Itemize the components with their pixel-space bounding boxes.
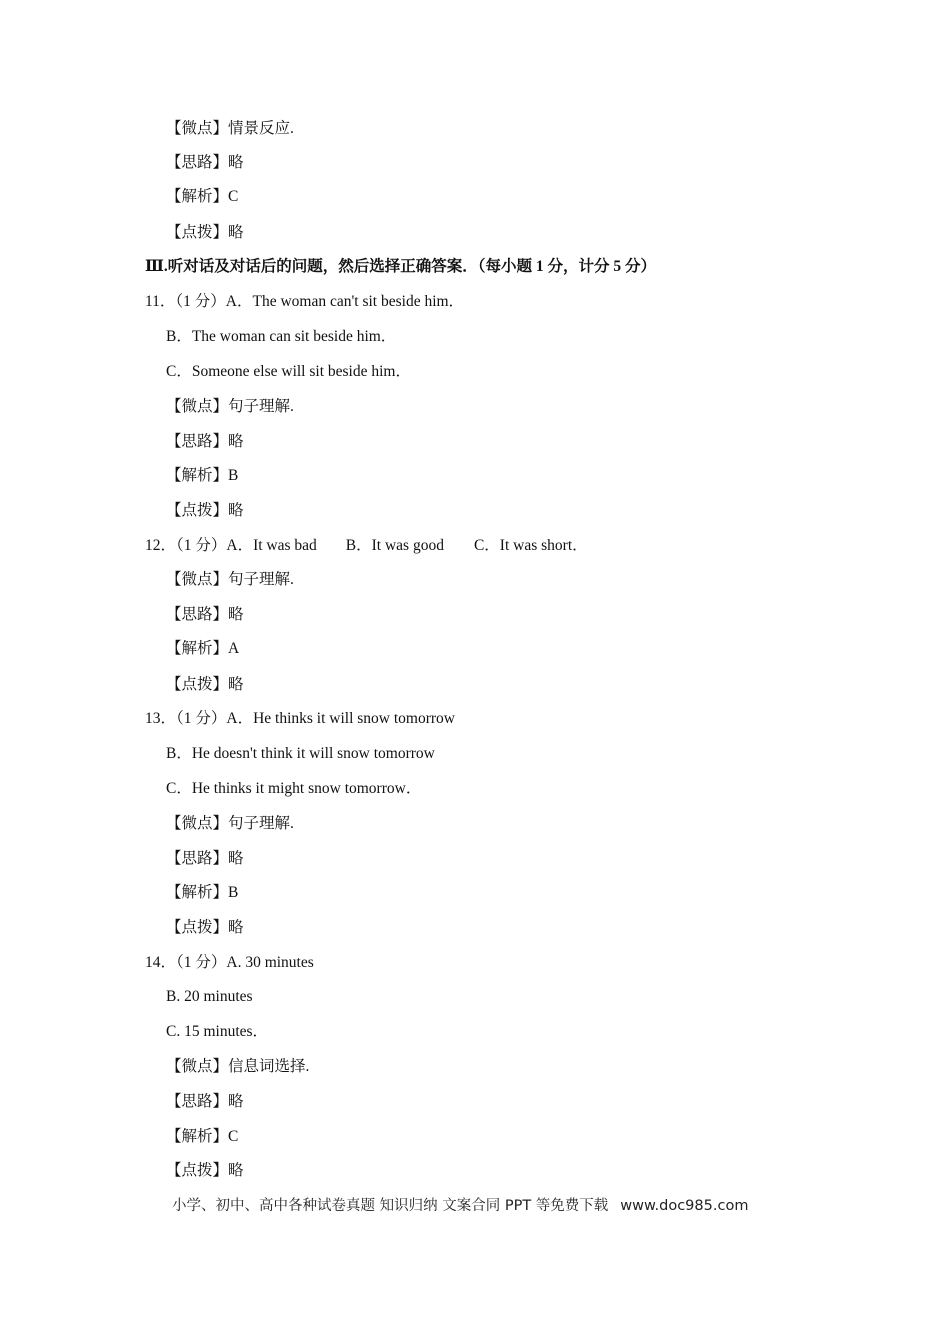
top-analysis: 【解析】C bbox=[166, 188, 239, 205]
q14-idea: 【思路】略 bbox=[166, 1093, 244, 1110]
q14-tip: 【点拨】略 bbox=[166, 1162, 244, 1179]
top-tip: 【点拨】略 bbox=[166, 224, 244, 241]
q12-idea: 【思路】略 bbox=[166, 606, 244, 623]
q12-stem bbox=[145, 536, 588, 556]
q12-option-c: C．It was short． bbox=[473, 537, 588, 554]
q12-number: 12．（1 分） bbox=[145, 537, 227, 554]
q13-stem: 13．（1 分）A．He thinks it will snow tomorrow bbox=[145, 710, 455, 727]
q11-option-c: C．Someone else will sit beside him． bbox=[166, 363, 411, 380]
q14-analysis: 【解析】C bbox=[166, 1128, 239, 1145]
q13-option-b: B．He doesn't think it will snow tomorrow bbox=[166, 745, 435, 762]
q11-idea: 【思路】略 bbox=[166, 433, 244, 450]
footer-site-link[interactable]: www.doc985.com bbox=[620, 1198, 749, 1214]
q13-point: 【微点】句子理解. bbox=[166, 815, 294, 832]
q12-point: 【微点】句子理解. bbox=[166, 571, 294, 588]
page-footer bbox=[172, 1196, 748, 1216]
q14-point: 【微点】信息词选择. bbox=[166, 1058, 310, 1075]
q13-tip: 【点拨】略 bbox=[166, 919, 244, 936]
q12-tip: 【点拨】略 bbox=[166, 676, 244, 693]
q13-analysis: 【解析】B bbox=[166, 884, 239, 901]
q13-option-c: C．He thinks it might snow tomorrow． bbox=[166, 780, 422, 797]
q12-analysis: 【解析】A bbox=[166, 640, 240, 657]
q11-option-b: B．The woman can sit beside him． bbox=[166, 328, 397, 345]
q11-tip: 【点拨】略 bbox=[166, 502, 244, 519]
q13-idea: 【思路】略 bbox=[166, 850, 244, 867]
footer-text: 小学、初中、高中各种试卷真题 知识归纳 文案合同 PPT 等免费下载 bbox=[172, 1198, 609, 1214]
q11-stem: 11．（1 分）A．The woman can't sit beside him． bbox=[145, 293, 465, 310]
top-idea: 【思路】略 bbox=[166, 154, 244, 171]
section-heading: Ⅲ.听对话及对话后的问题，然后选择正确答案．（每小题 1 分，计分 5 分） bbox=[145, 258, 657, 275]
top-point: 【微点】情景反应. bbox=[166, 120, 294, 137]
q12-option-b: B．It was good bbox=[345, 537, 444, 554]
q11-point: 【微点】句子理解. bbox=[166, 398, 294, 415]
q14-option-b: B. 20 minutes bbox=[166, 988, 253, 1005]
q14-option-c: C. 15 minutes． bbox=[166, 1023, 269, 1040]
q14-stem: 14．（1 分）A. 30 minutes bbox=[145, 954, 314, 971]
q11-analysis: 【解析】B bbox=[166, 467, 239, 484]
q12-option-a: A．It was bad bbox=[226, 537, 317, 554]
